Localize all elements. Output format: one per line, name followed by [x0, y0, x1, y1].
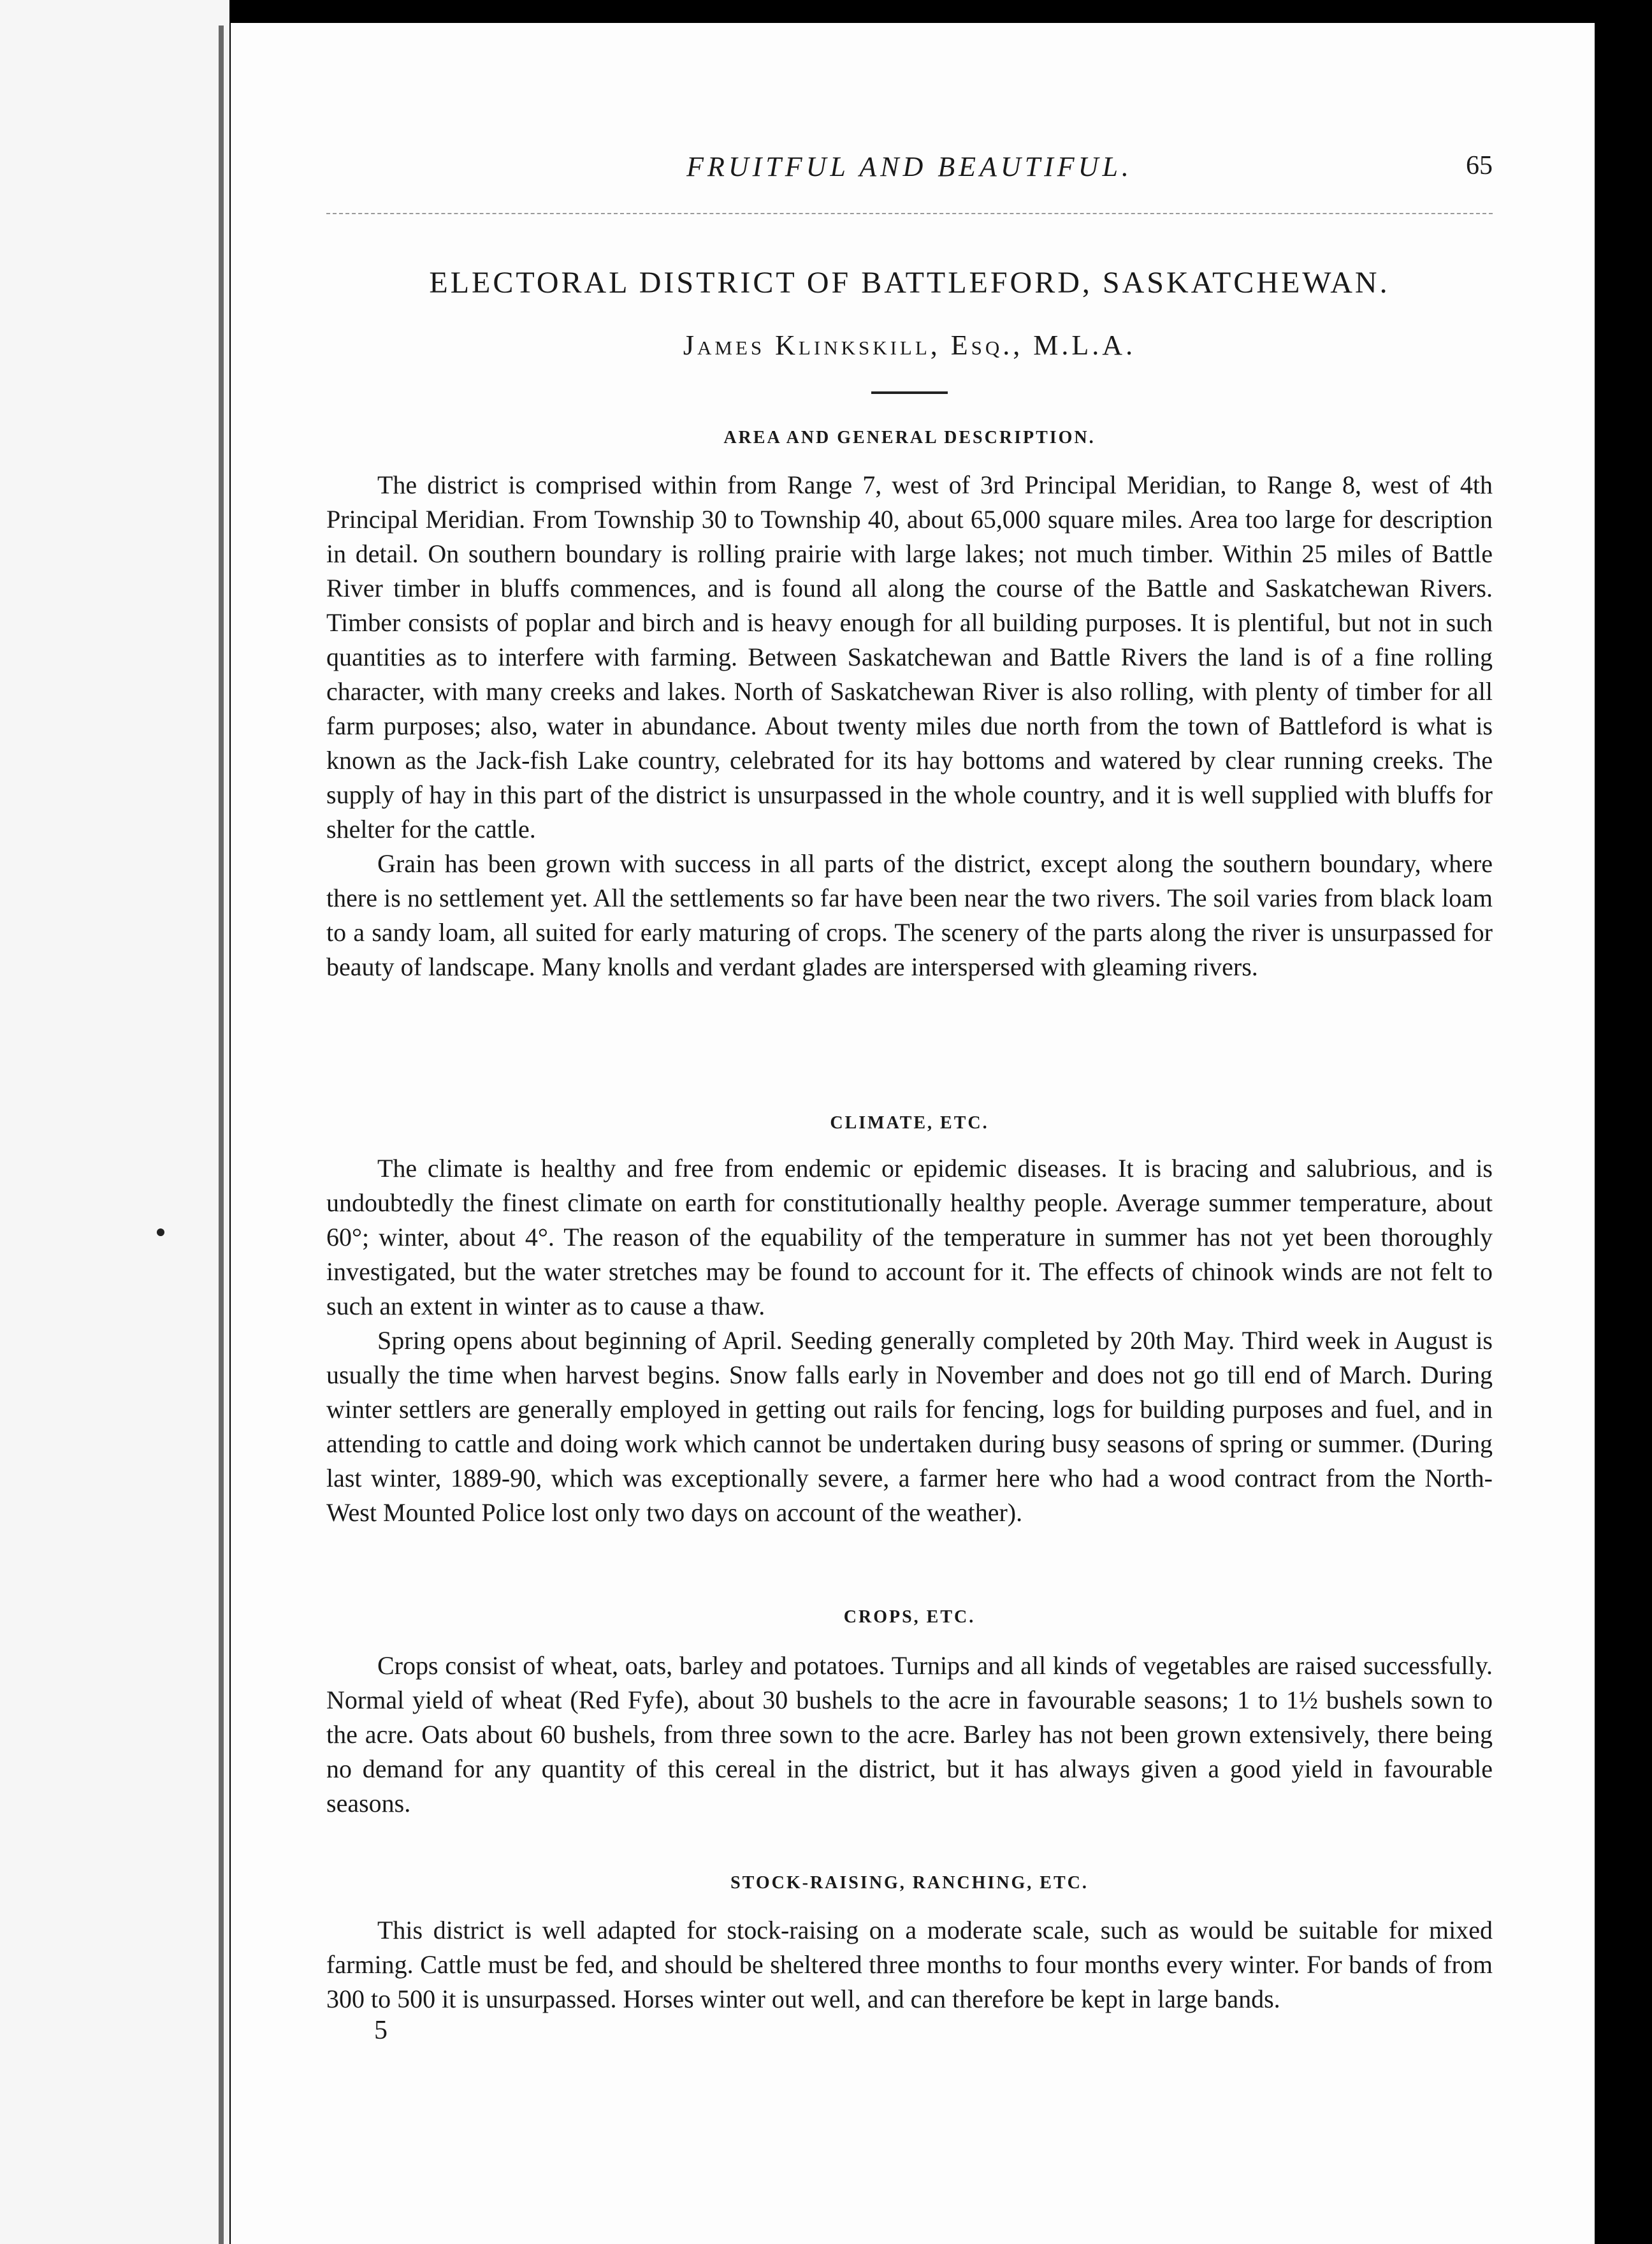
- facing-page-edge: [0, 0, 229, 2244]
- signature-mark: 5: [374, 2016, 388, 2045]
- page-number: 65: [1466, 151, 1493, 180]
- section-heading-crops: CROPS, ETC.: [843, 1607, 976, 1627]
- section-body-crops: [326, 1649, 1493, 1821]
- binding-shadow: [219, 26, 224, 2244]
- paragraph: Spring opens about beginning of April. Seeding generally completed by 20th May. Third week in August is usually the time when harvest begins. Snow falls early in November and does not go till end of March. During winter settlers are generally employed in getting out rails for fencing, logs for building purposes and fuel, and in attending to cattle and doing work which cannot be undertaken during busy seasons of spring or summer. (During last winter, 1889-90, which was exceptionally severe, a farmer here who had a wood contract from the North-West Mounted Police lost only two days on account of the weather).: [326, 1326, 1493, 1527]
- paragraph: The district is comprised within from Range 7, west of 3rd Principal Meridian, to Range 8, west of 4th Principal Meridian. From Township 30 to Township 40, about 65,000 square miles. Area too large for description in detail. On southern boundary is rolling prairie with large lakes; not much timber. Within 25 miles of Battle River timber in bluffs commences, and is found all along the course of the Battle and Saskatchewan Rivers. Timber consists of poplar and birch and is heavy enough for all building purposes. It is plentiful, but not in such quantities as to interfere with farming. Between Saskatchewan and Battle Rivers the land is of a fine rolling character, with many creeks and lakes. North of Saskatchewan River is also rolling, with plenty of timber for all farm purposes; also, water in abundance. About twenty miles due north from the town of Battleford is what is known as the Jack-fish Lake country, celebrated for its hay bottoms and watered by clear running creeks. The supply of hay in this part of the district is unsurpassed in the whole country, and it is well supplied with bluffs for shelter for the cattle.: [326, 470, 1493, 843]
- section-body-climate: [326, 1151, 1493, 1530]
- paragraph: This district is well adapted for stock-raising on a moderate scale, such as would be suitable for mixed farming. Cattle must be fed, and should be sheltered three months to four months every winter. For bands of from 300 to 500 it is unsurpassed. Horses winter out well, and can therefore be kept in large bands.: [326, 1916, 1493, 2013]
- document-title: ELECTORAL DISTRICT OF BATTLEFORD, SASKATCHEWAN.: [429, 266, 1390, 300]
- section-heading-climate: CLIMATE, ETC.: [830, 1113, 989, 1133]
- title-rule: [871, 391, 948, 394]
- paragraph: Grain has been grown with success in all parts of the district, except along the southern boundary, where there is no settlement yet. All the settlements so far have been near the two rivers. The soil varies from black loam to a sandy loam, all suited for early maturing of crops. The scenery of the parts along the river is unsurpassed for beauty of landscape. Many knolls and verdant glades are interspersed with gleaming rivers.: [326, 849, 1493, 981]
- paragraph: Crops consist of wheat, oats, barley and potatoes. Turnips and all kinds of vegetables are raised successfully. Normal yield of wheat (Red Fyfe), about 30 bushels to the acre in favourable seasons; 1 to 1½ bushels sown to the acre. Oats about 60 bushels, from three sown to the acre. Barley has not been grown extensively, there being no demand for any quantity of this cereal in the district, but it has always given a good yield in favourable seasons.: [326, 1651, 1493, 1818]
- book-page: [231, 23, 1595, 2244]
- section-heading-area: AREA AND GENERAL DESCRIPTION.: [723, 428, 1096, 448]
- header-rule: [326, 213, 1493, 214]
- running-title: FRUITFUL AND BEAUTIFUL.: [686, 151, 1133, 182]
- member-name: James Klinkskill, Esq., M.L.A.: [683, 330, 1136, 361]
- section-heading-stock: STOCK-RAISING, RANCHING, ETC.: [730, 1873, 1089, 1893]
- stray-mark: [157, 1228, 164, 1236]
- section-body-area: [326, 468, 1493, 984]
- paragraph: The climate is healthy and free from endemic or epidemic diseases. It is bracing and salubrious, and is undoubtedly the finest climate on earth for constitutionally healthy people. Average summer temperature, about 60°; winter, about 4°. The reason of the equability of the temperature in summer has not yet been thoroughly investigated, but the water stretches may be found to account for it. The effects of chinook winds are not felt to such an extent in winter as to cause a thaw.: [326, 1154, 1493, 1320]
- running-head: [326, 150, 1493, 189]
- section-body-stock: [326, 1913, 1493, 2016]
